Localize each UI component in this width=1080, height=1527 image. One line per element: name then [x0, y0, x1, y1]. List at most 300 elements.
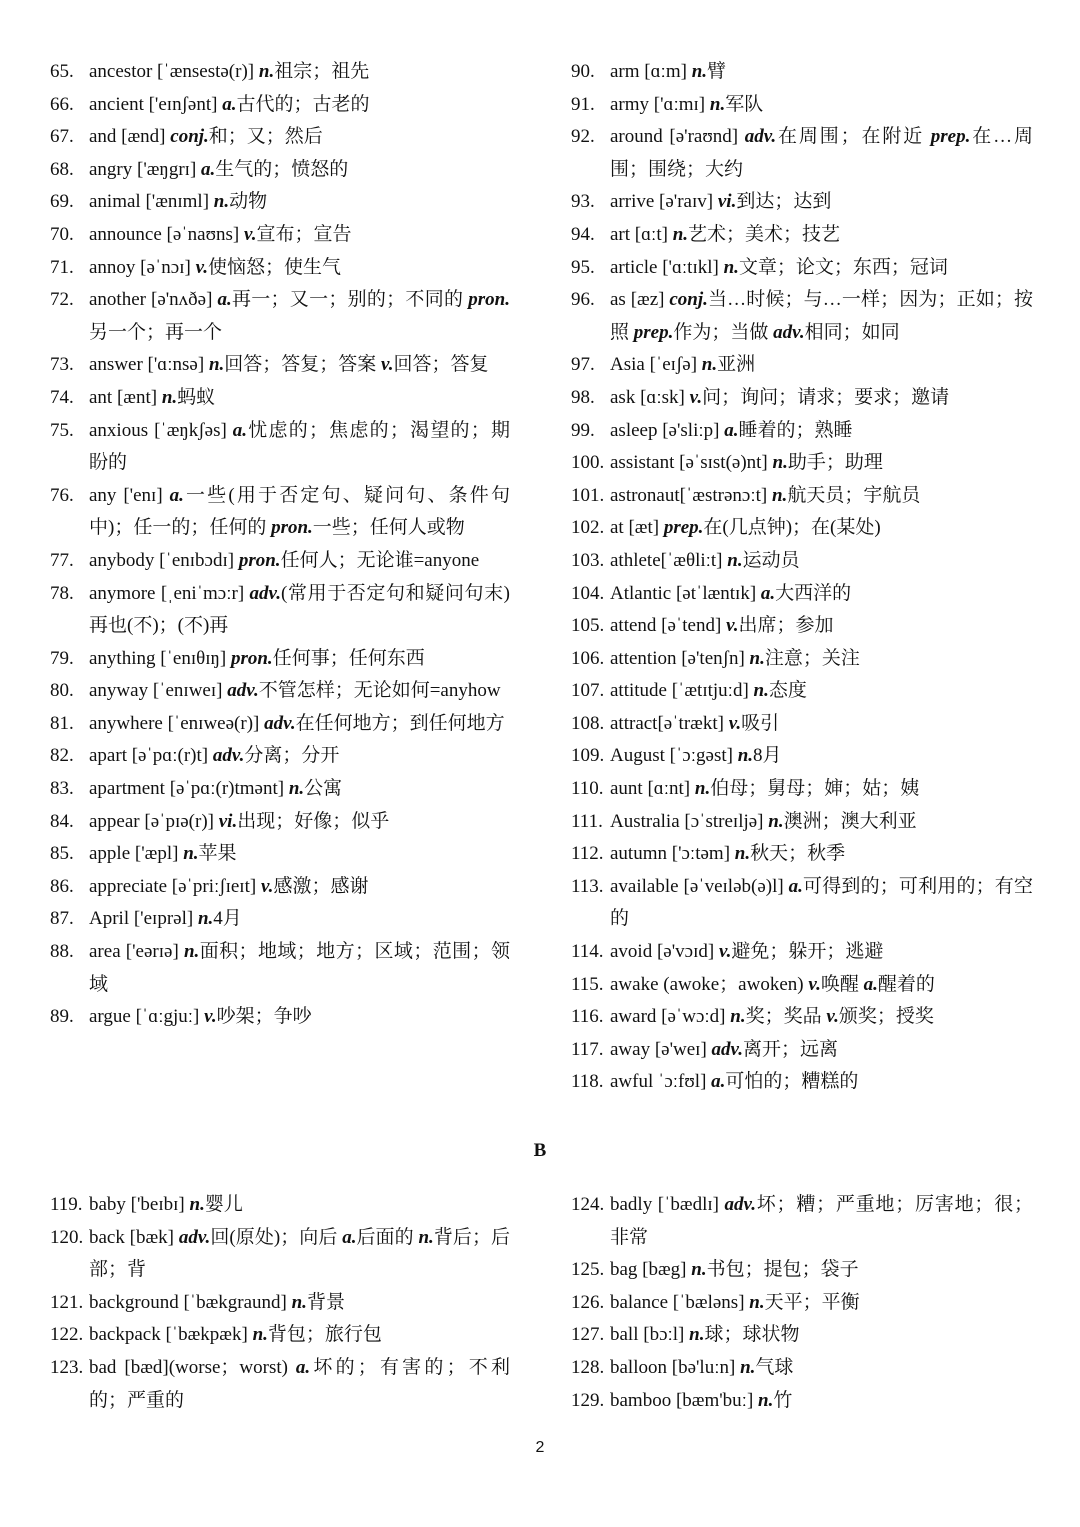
vocab-entry — [50, 578, 510, 643]
vocab-entry — [50, 252, 510, 285]
entry-number: 93. — [571, 191, 595, 213]
vocab-entry — [571, 1001, 1033, 1034]
entry-text: assistant [əˈsɪst(ə)nt] — [610, 452, 773, 474]
part-of-speech: a. — [760, 582, 776, 604]
entry-text: 和；又；然后 — [208, 126, 323, 148]
entry-text: ancient ['eɪnʃənt] — [89, 93, 223, 115]
part-of-speech: pron. — [271, 517, 313, 539]
part-of-speech: a. — [711, 1071, 726, 1093]
part-of-speech: v. — [718, 941, 732, 963]
entry-text: bad [bæd](worse；worst) — [89, 1356, 296, 1378]
vocab-entry — [50, 1222, 510, 1287]
entry-text: as [æz] — [610, 289, 670, 311]
entry-text: bag [bæg] — [610, 1259, 692, 1281]
entry-text: 背包；旅行包 — [267, 1324, 382, 1346]
entry-text: 后面的 — [356, 1226, 419, 1248]
part-of-speech: n. — [691, 61, 708, 82]
entry-text: 军队 — [725, 93, 764, 115]
part-of-speech: n. — [252, 1324, 268, 1346]
entry-number: 113. — [571, 875, 604, 897]
entry-text: ball [bɔːl] — [610, 1324, 690, 1346]
entry-text: 伯母；舅母；婶；姑；姨 — [710, 778, 920, 800]
entry-text: 公寓 — [304, 778, 343, 800]
entry-text: attitude [ˈætɪtjuːd] — [610, 680, 754, 702]
entry-number: 83. — [50, 778, 74, 800]
part-of-speech: n. — [689, 1324, 705, 1346]
vocab-entry — [571, 219, 1033, 252]
entry-number: 79. — [50, 647, 74, 669]
vocab-entry — [50, 284, 510, 349]
part-of-speech: a. — [222, 93, 237, 115]
part-of-speech: v. — [728, 712, 742, 734]
part-of-speech: n. — [701, 354, 718, 376]
entry-text: 可怕的；糟糕的 — [725, 1071, 859, 1093]
entry-number: 71. — [50, 256, 74, 278]
entry-text: 澳洲；澳大利亚 — [783, 810, 917, 832]
entry-text: 背景 — [306, 1291, 345, 1313]
entry-text: 任何事；任何东西 — [272, 647, 425, 669]
part-of-speech: v. — [689, 386, 703, 408]
part-of-speech: n. — [753, 680, 769, 702]
entry-text: announce [əˈnaʊns] — [89, 223, 244, 245]
entry-text: 一些；任何人或物 — [312, 517, 465, 539]
vocab-entry — [571, 740, 1033, 773]
entry-text: 吵架；争吵 — [216, 1006, 312, 1028]
entry-number: 96. — [571, 289, 595, 311]
entry-text: 古代的；古老的 — [236, 93, 370, 115]
entry-text: arm [ɑːm] — [610, 61, 692, 82]
part-of-speech: n. — [730, 1006, 746, 1028]
entry-text: 吸引 — [741, 712, 780, 734]
entry-text: 任何人；无论谁=anyone — [280, 549, 480, 571]
entry-text: 再一；又一；别的；不同的 — [231, 289, 469, 311]
entry-number: 66. — [50, 93, 74, 115]
entry-number: 95. — [571, 256, 595, 278]
entry-number: 92. — [571, 126, 595, 148]
vocab-entry — [50, 838, 510, 871]
entry-number: 105. — [571, 615, 605, 637]
vocab-entry — [50, 382, 510, 415]
entry-text: 4月 — [213, 908, 242, 930]
entry-text: 回答；答复 — [393, 354, 489, 376]
entry-number: 109. — [571, 745, 605, 767]
entry-text: 感激；感谢 — [273, 875, 369, 897]
part-of-speech: prep. — [930, 126, 971, 148]
entry-number: 67. — [50, 126, 74, 148]
entry-number: 80. — [50, 680, 74, 702]
part-of-speech: v. — [808, 973, 821, 995]
entry-text: 天平；平衡 — [764, 1291, 860, 1313]
entry-text: astronaut[ˈæstrənɔːt] — [610, 484, 772, 506]
entry-text: 竹 — [773, 1389, 793, 1411]
entry-number: 70. — [50, 223, 74, 245]
vocab-entry — [571, 89, 1033, 122]
entry-number: 76. — [50, 484, 74, 506]
vocab-entry — [571, 871, 1033, 936]
part-of-speech: a. — [342, 1226, 357, 1248]
entry-number: 119. — [50, 1194, 83, 1215]
vocab-entry — [571, 1034, 1033, 1067]
entry-text: 在(几点钟)；在(某处) — [703, 517, 881, 539]
entry-number: 72. — [50, 289, 74, 311]
entry-text: apple ['æpl] — [89, 843, 184, 865]
entry-text: bamboo [bæm'buː] — [610, 1389, 759, 1411]
entry-text: area ['eərɪə] — [89, 941, 184, 963]
entry-number: 65. — [50, 61, 74, 82]
entry-text: 唤醒 — [820, 973, 864, 995]
entry-text: army ['ɑːmɪ] — [610, 93, 710, 115]
entry-text: 出席；参加 — [738, 615, 834, 637]
entry-text: ask [ɑːsk] — [610, 386, 690, 408]
part-of-speech: conj. — [669, 289, 708, 311]
vocab-entry — [571, 675, 1033, 708]
vocab-entry — [50, 740, 510, 773]
part-of-speech: adv. — [227, 680, 259, 702]
entry-number: 112. — [571, 843, 604, 865]
entry-text: 回(原处)；向后 — [210, 1226, 343, 1248]
entry-text: 气球 — [755, 1356, 794, 1378]
vocab-entry — [571, 1319, 1033, 1352]
part-of-speech: vi. — [218, 810, 238, 832]
vocab-entry — [571, 643, 1033, 676]
entry-text: August [ˈɔːgəst] — [610, 745, 738, 767]
vocab-entry — [50, 219, 510, 252]
vocab-entry — [50, 643, 510, 676]
entry-text: available [əˈveɪləb(ə)l] — [610, 875, 789, 897]
entry-number: 97. — [571, 354, 595, 376]
entry-text: 生气的；愤怒的 — [215, 158, 349, 180]
entry-text: 在任何地方；到任何地方 — [295, 712, 505, 734]
entry-text: athlete[ˈæθliːt] — [610, 549, 728, 571]
entry-text: background [ˈbækgraund] — [89, 1291, 292, 1313]
entry-text: animal ['ænɪml] — [89, 191, 214, 213]
part-of-speech: n. — [213, 191, 230, 213]
entry-text: 一些(用于否定句、疑问句、条件句中)；任一的；任何的 — [89, 484, 510, 539]
entry-number: 88. — [50, 941, 74, 963]
entry-text: any ['enɪ] — [89, 484, 170, 506]
entry-number: 69. — [50, 191, 74, 213]
entry-text: 宣布；宣告 — [256, 223, 352, 245]
entry-text: anybody [ˈenɪbɔdɪ] — [89, 549, 239, 571]
vocab-entry — [50, 89, 510, 122]
entry-text: anyway [ˈenɪweɪ] — [89, 680, 228, 702]
entry-text: 可得到的；可利用的；有空的 — [610, 875, 1033, 930]
part-of-speech: n. — [749, 647, 765, 669]
part-of-speech: adv. — [773, 321, 805, 343]
part-of-speech: v. — [195, 256, 209, 278]
vocab-entry — [50, 903, 510, 936]
entry-number: 107. — [571, 680, 605, 702]
entry-number: 78. — [50, 582, 74, 604]
part-of-speech: n. — [709, 93, 726, 115]
entry-text: 另一个；再一个 — [89, 321, 223, 343]
vocab-entry — [50, 56, 510, 89]
part-of-speech: a. — [232, 419, 248, 441]
vocab-entry — [50, 936, 510, 1001]
entry-text: 相同；如同 — [804, 321, 900, 343]
entry-text: angry ['æŋgrɪ] — [89, 158, 202, 180]
entry-number: 98. — [571, 386, 595, 408]
vocab-entry — [571, 1385, 1033, 1418]
entry-text: 分离；分开 — [244, 745, 340, 767]
entry-text: awful ˈɔːfʊl] — [610, 1071, 712, 1093]
entry-text: Australia [ɔˈstreɪljə] — [610, 810, 769, 832]
part-of-speech: n. — [749, 1291, 765, 1313]
part-of-speech: pron. — [468, 289, 510, 311]
entry-number: 82. — [50, 745, 74, 767]
entry-number: 90. — [571, 61, 595, 82]
part-of-speech: v. — [381, 354, 394, 376]
vocab-entry — [50, 871, 510, 904]
vocab-entry — [571, 415, 1033, 448]
entry-number: 68. — [50, 158, 74, 180]
part-of-speech: n. — [691, 1259, 707, 1281]
vocab-entry — [571, 447, 1033, 480]
entry-text: 祖宗；祖先 — [274, 61, 370, 82]
vocab-entry — [571, 1254, 1033, 1287]
entry-text: aunt [ɑːnt] — [610, 778, 695, 800]
entry-text: autumn ['ɔːtəm] — [610, 843, 735, 865]
section-heading-b: B — [533, 1140, 547, 1161]
entry-number: 94. — [571, 223, 595, 245]
part-of-speech: n. — [758, 1389, 774, 1411]
entry-text: badly [ˈbædlɪ] — [610, 1194, 725, 1215]
part-of-speech: pron. — [230, 647, 273, 669]
entry-text: 态度 — [768, 680, 807, 702]
part-of-speech: adv. — [744, 126, 777, 148]
part-of-speech: n. — [208, 354, 225, 376]
entry-text: asleep [ə'sliːp] — [610, 419, 725, 441]
part-of-speech: n. — [723, 256, 739, 278]
entry-text: baby ['beɪbɪ] — [89, 1194, 190, 1215]
entry-number: 118. — [571, 1071, 604, 1093]
entry-text: at [æt] — [610, 517, 664, 539]
page-number: 2 — [535, 1439, 545, 1456]
part-of-speech: v. — [826, 1006, 839, 1028]
entry-text: art [ɑːt] — [610, 223, 673, 245]
entry-text: 助手；助理 — [787, 452, 883, 474]
vocab-entry — [571, 610, 1033, 643]
entry-text: 不管怎样；无论如何=anyhow — [258, 680, 501, 702]
vocab-entry — [571, 382, 1033, 415]
part-of-speech: v. — [726, 615, 739, 637]
entry-text: 面积；地域；地方；区域；范围；领域 — [89, 941, 510, 995]
vocab-entry — [571, 708, 1033, 741]
entry-text: arrive [ə'raɪv] — [610, 191, 718, 213]
entry-text: anywhere [ˈenɪweə(r)] — [89, 712, 265, 734]
entry-text: and [ænd] — [89, 126, 171, 148]
entry-text: around [ə'raʊnd] — [610, 126, 745, 148]
entry-text: appear [əˈpɪə(r)] — [89, 810, 219, 832]
entry-number: 123. — [50, 1356, 84, 1378]
entry-text: apart [əˈpɑː(r)t] — [89, 745, 213, 767]
part-of-speech: n. — [771, 484, 788, 506]
entry-text: 航天员；宇航员 — [787, 484, 921, 506]
part-of-speech: adv. — [212, 745, 245, 767]
part-of-speech: a. — [295, 1356, 311, 1378]
entry-text: 问；询问；请求；要求；邀请 — [702, 386, 950, 408]
entry-number: 128. — [571, 1356, 605, 1378]
entry-number: 99. — [571, 419, 595, 441]
vocab-entry — [571, 1287, 1033, 1320]
entry-number: 115. — [571, 973, 604, 995]
vocab-entry — [571, 578, 1033, 611]
entry-text: 醒着的 — [877, 973, 935, 995]
part-of-speech: n. — [694, 778, 711, 800]
vocab-entry — [571, 349, 1033, 382]
entry-text: 背后；后部；背 — [89, 1226, 510, 1281]
entry-text: argue [ˈɑːgjuː] — [89, 1006, 205, 1028]
vocab-entry — [50, 773, 510, 806]
entry-number: 116. — [571, 1006, 604, 1028]
entry-text: 使恼怒；使生气 — [208, 256, 342, 278]
vocab-entry — [571, 1066, 1033, 1099]
vocab-entry — [50, 480, 510, 545]
entry-text: 球；球状物 — [704, 1324, 800, 1346]
entry-number: 77. — [50, 549, 74, 571]
entry-text: 动物 — [229, 191, 268, 213]
entry-text: away [ə'weɪ] — [610, 1038, 712, 1060]
entry-text: 艺术；美术；技艺 — [688, 223, 841, 245]
entry-text: 文章；论文；东西；冠词 — [738, 256, 948, 278]
entry-text: Atlantic [ətˈlæntɪk] — [610, 582, 761, 604]
entry-text: anymore [ˌeniˈmɔːr] — [89, 582, 250, 604]
vocab-entry — [50, 415, 510, 480]
vocab-entry — [50, 1319, 510, 1352]
entry-text: April ['eɪprəl] — [89, 908, 198, 930]
entry-number: 117. — [571, 1038, 604, 1060]
vocab-entry — [50, 708, 510, 741]
section-b-left-column — [50, 1189, 510, 1417]
entry-text: 奖；奖品 — [745, 1006, 827, 1028]
part-of-speech: adv. — [264, 712, 296, 734]
part-of-speech: n. — [291, 1291, 307, 1313]
vocab-entry — [50, 675, 510, 708]
entry-text: avoid [ə'vɔɪd] — [610, 941, 719, 963]
entry-number: 103. — [571, 549, 605, 571]
entry-text: ant [ænt] — [89, 386, 162, 408]
section-a-left-column — [50, 56, 510, 1034]
vocab-entry — [571, 1189, 1033, 1254]
vocab-entry — [571, 773, 1033, 806]
entry-number: 85. — [50, 843, 74, 865]
entry-number: 74. — [50, 386, 74, 408]
part-of-speech: n. — [197, 908, 214, 930]
part-of-speech: a. — [788, 875, 803, 897]
entry-number: 127. — [571, 1324, 605, 1346]
vocab-entry — [50, 545, 510, 578]
entry-text: awake (awoke；awoken) — [610, 973, 809, 995]
vocab-entry — [571, 480, 1033, 513]
entry-number: 86. — [50, 875, 74, 897]
part-of-speech: n. — [288, 778, 305, 800]
entry-number: 120. — [50, 1226, 84, 1248]
part-of-speech: n. — [737, 745, 754, 767]
entry-number: 73. — [50, 354, 74, 376]
vocab-entry — [571, 186, 1033, 219]
part-of-speech: n. — [183, 843, 199, 865]
entry-text: 蚂蚁 — [177, 386, 216, 408]
vocab-entry — [571, 284, 1033, 349]
entry-text: annoy [əˈnɔɪ] — [89, 256, 196, 278]
entry-text: 运动员 — [742, 549, 800, 571]
vocab-entry — [50, 1287, 510, 1320]
entry-text: 当…时候；与…一样；因为；正如；按照 — [610, 289, 1033, 343]
part-of-speech: n. — [189, 1194, 205, 1215]
entry-number: 100. — [571, 452, 605, 474]
entry-number: 122. — [50, 1324, 84, 1346]
entry-text: 坏的；有害的；不利的；严重的 — [89, 1356, 510, 1411]
vocab-entry — [571, 121, 1033, 186]
section-a-right-column — [571, 56, 1033, 1099]
vocab-entry — [50, 1352, 510, 1417]
part-of-speech: adv. — [178, 1226, 211, 1248]
entry-text: 注意；关注 — [764, 647, 860, 669]
vocab-entry — [50, 1189, 510, 1222]
entry-text: 8月 — [753, 745, 782, 767]
entry-text: 坏；糟；严重地；厉害地；很；非常 — [610, 1194, 1033, 1248]
entry-text: balance [ˈbæləns] — [610, 1291, 750, 1313]
section-b-right-column — [571, 1189, 1033, 1417]
entry-number: 114. — [571, 941, 604, 963]
entry-text: 睡着的；熟睡 — [738, 419, 853, 441]
entry-text: 大西洋的 — [775, 582, 852, 604]
part-of-speech: n. — [740, 1356, 756, 1378]
entry-text: attract[əˈtrækt] — [610, 712, 729, 734]
entry-number: 102. — [571, 517, 605, 539]
entry-number: 126. — [571, 1291, 605, 1313]
part-of-speech: a. — [201, 158, 216, 180]
entry-text: 作为；当做 — [673, 321, 774, 343]
entry-number: 89. — [50, 1006, 74, 1028]
entry-text: article ['ɑːtɪkl] — [610, 256, 724, 278]
entry-number: 87. — [50, 908, 74, 930]
part-of-speech: n. — [161, 386, 178, 408]
part-of-speech: a. — [863, 973, 878, 995]
entry-text: 书包；提包；袋子 — [706, 1259, 859, 1281]
entry-number: 75. — [50, 419, 74, 441]
entry-text: attention [ə'tenʃn] — [610, 647, 750, 669]
entry-number: 108. — [571, 712, 605, 734]
entry-number: 104. — [571, 582, 605, 604]
entry-text: answer ['ɑːnsə] — [89, 354, 209, 376]
entry-text: 秋天；秋季 — [750, 843, 846, 865]
part-of-speech: n. — [418, 1226, 434, 1248]
entry-text: ancestor [ˈænsestə(r)] — [89, 61, 259, 82]
part-of-speech: prep. — [663, 517, 704, 539]
entry-number: 121. — [50, 1291, 84, 1313]
entry-number: 106. — [571, 647, 605, 669]
part-of-speech: v. — [204, 1006, 217, 1028]
part-of-speech: adv. — [724, 1194, 756, 1215]
part-of-speech: a. — [724, 419, 739, 441]
entry-text: backpack [ˈbækpæk] — [89, 1324, 253, 1346]
entry-text: 在…周围；围绕；大约 — [610, 126, 1033, 180]
vocab-entry — [50, 806, 510, 839]
vocab-entry — [571, 545, 1033, 578]
entry-text: balloon [bə'luːn] — [610, 1356, 741, 1378]
vocab-entry — [571, 512, 1033, 545]
entry-text: 离开；远离 — [743, 1038, 839, 1060]
entry-number: 81. — [50, 712, 74, 734]
part-of-speech: v. — [260, 875, 274, 897]
part-of-speech: a. — [217, 289, 232, 311]
entry-text: 臂 — [707, 61, 727, 82]
entry-text: back [bæk] — [89, 1226, 179, 1248]
entry-text: 婴儿 — [204, 1194, 243, 1215]
entry-text: anything [ˈenɪθɪŋ] — [89, 647, 231, 669]
part-of-speech: pron. — [238, 549, 281, 571]
